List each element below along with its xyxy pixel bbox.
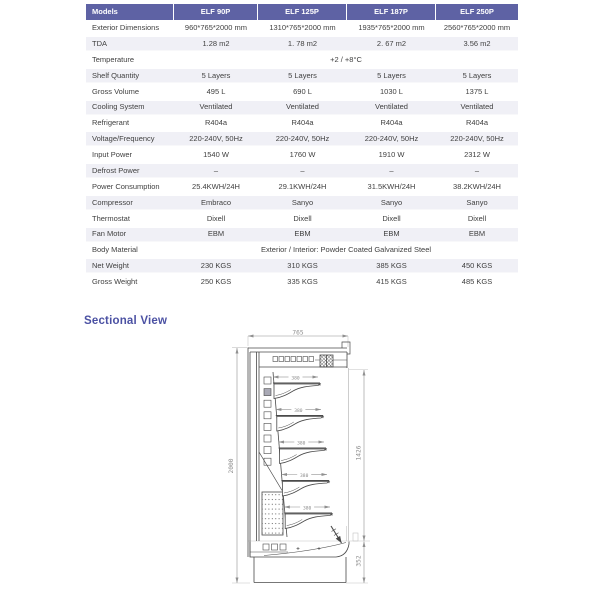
spec-value: Dixell <box>293 213 312 223</box>
spec-value: 1030 L <box>380 86 403 96</box>
spec-value: 690 L <box>293 86 312 96</box>
spec-value: Dixell <box>206 213 226 223</box>
spec-value: Dixell <box>382 213 401 223</box>
dimension-lines <box>237 336 364 583</box>
spanned-value: +2 / +8°C <box>330 54 362 64</box>
table-row <box>86 242 518 258</box>
spec-value: Sanyo <box>466 197 488 207</box>
spec-value: Dixell <box>467 213 487 223</box>
spec-value: R404a <box>465 118 489 128</box>
spec-value: EBM <box>383 229 400 239</box>
dim-base-label: 352 <box>355 555 363 567</box>
table-row <box>86 131 518 147</box>
spec-value: 2. 67 m2 <box>376 38 407 48</box>
spec-value: 385 KGS <box>376 261 407 271</box>
table-row <box>86 226 518 242</box>
table-row <box>86 274 518 290</box>
spec-value: 31.5KWH/24H <box>367 181 416 191</box>
row-label: Compressor <box>92 197 133 207</box>
row-label: Thermostat <box>92 213 130 223</box>
spec-value: 960*765*2000 mm <box>184 23 248 32</box>
spec-value: EBM <box>468 229 486 239</box>
spec-value: Embraco <box>200 197 231 207</box>
table-row <box>86 195 518 211</box>
spec-value: – <box>213 165 219 175</box>
row-label: Refrigerant <box>92 118 130 128</box>
spec-value: – <box>389 165 394 175</box>
row-label: Net Weight <box>92 261 129 271</box>
spec-value: 335 KGS <box>287 277 318 286</box>
table-row <box>86 179 518 195</box>
table-row <box>86 99 518 115</box>
spec-value: 25.4KWH/24H <box>192 181 240 191</box>
spec-value: 2560*765*2000 mm <box>443 23 511 32</box>
dim-opening-label: 1426 <box>355 445 363 461</box>
spec-value: – <box>474 165 480 175</box>
row-label: Gross Volume <box>92 86 140 96</box>
spec-value: 3.56 m2 <box>463 38 491 48</box>
table-row <box>86 52 518 68</box>
spec-value: Ventilated <box>460 102 494 112</box>
table-row <box>86 115 518 131</box>
spec-value: 29.1KWH/24H <box>278 181 327 191</box>
row-label: TDA <box>92 38 107 48</box>
spec-value: 415 KGS <box>376 277 407 286</box>
spec-value: 1910 W <box>378 150 405 159</box>
spec-value: 5 Layers <box>462 70 492 80</box>
sectional-view-diagram <box>220 330 440 592</box>
table-row <box>86 147 518 163</box>
spec-value: 310 KGS <box>287 261 318 271</box>
spec-value: 485 KGS <box>461 277 493 286</box>
table-row <box>86 163 518 179</box>
spec-table-header <box>86 4 518 20</box>
row-label: Fan Motor <box>92 229 127 239</box>
spec-value: 220-240V, 50Hz <box>364 134 419 144</box>
dim-width-label: 765 <box>292 330 304 337</box>
spec-value: R404a <box>291 118 314 128</box>
row-label: Temperature <box>92 54 135 64</box>
back-duct-vents <box>264 377 271 465</box>
spanned-value: Exterior / Interior: Powder Coated Galvanized Steel <box>260 245 432 255</box>
table-row <box>86 211 518 227</box>
column-header: ELF 125P <box>258 4 347 20</box>
spec-value: 38.2KWH/24H <box>453 181 501 191</box>
dim-height-label: 2000 <box>228 458 235 474</box>
spec-value: R404a <box>380 118 403 128</box>
spec-value: 220-240V, 50Hz <box>450 134 504 144</box>
shelf-depth-label: 380 <box>291 376 300 382</box>
airflow-arrow <box>331 526 342 543</box>
spec-value: 220-240V, 50Hz <box>275 134 330 144</box>
spec-value: Ventilated <box>199 102 233 112</box>
spec-table <box>86 4 518 290</box>
spec-value: 250 KGS <box>200 277 232 286</box>
row-label: Cooling System <box>92 102 145 112</box>
section-title: Sectional View <box>84 315 168 327</box>
spec-value: R404a <box>204 118 228 128</box>
shelf-depth-label: 380 <box>297 441 306 447</box>
evaporator-coil <box>262 492 283 535</box>
spec-value: 1760 W <box>289 150 316 159</box>
spec-value: 220-240V, 50Hz <box>189 134 243 144</box>
table-row <box>86 20 518 36</box>
table-row <box>86 84 518 100</box>
spec-value: 495 L <box>206 86 226 96</box>
fan-unit <box>320 355 333 367</box>
shelf-depth-label: 380 <box>300 473 309 479</box>
spec-value: EBM <box>294 229 311 239</box>
spec-value: 230 KGS <box>200 261 232 271</box>
column-header: ELF 90P <box>174 4 258 20</box>
spec-value: 5 Layers <box>288 70 317 80</box>
row-label: Shelf Quantity <box>92 70 140 80</box>
row-label: Gross Weight <box>92 277 138 286</box>
base-details <box>263 544 321 550</box>
shelf-depth-label: 380 <box>294 408 303 414</box>
column-header: ELF 187P <box>347 4 436 20</box>
spec-value: 1935*765*2000 mm <box>358 23 425 32</box>
row-label: Input Power <box>92 150 133 159</box>
models-header: Models <box>86 4 174 20</box>
shelf <box>281 473 329 496</box>
table-row <box>86 36 518 52</box>
spec-value: Ventilated <box>375 102 408 112</box>
spec-value: Sanyo <box>291 197 314 207</box>
spec-value: 5 Layers <box>201 70 231 80</box>
spec-value: 1310*765*2000 mm <box>269 23 336 32</box>
spec-value: 2312 W <box>464 150 490 159</box>
shelf-depth-label: 380 <box>302 506 312 512</box>
row-label: Body Material <box>92 245 138 255</box>
spec-value: 1540 W <box>203 150 229 159</box>
extension-lines <box>232 336 370 583</box>
row-label: Power Consumption <box>92 181 160 191</box>
spec-table-body <box>86 20 518 290</box>
table-row <box>86 68 518 84</box>
canopy-vents <box>273 357 314 362</box>
table-row <box>86 258 518 274</box>
spec-value: 5 Layers <box>377 70 406 80</box>
spec-value: 1.28 m2 <box>202 38 230 48</box>
column-header: ELF 250P <box>436 4 518 20</box>
shelf <box>273 375 320 398</box>
row-label: Voltage/Frequency <box>92 134 155 144</box>
spec-value: EBM <box>207 229 225 239</box>
spec-value: 1375 L <box>465 86 489 96</box>
spec-value: 1. 78 m2 <box>287 38 318 48</box>
row-label: Exterior Dimensions <box>92 23 160 32</box>
spec-value: – <box>300 165 305 175</box>
spec-value: Ventilated <box>286 102 319 112</box>
shelf <box>279 440 326 463</box>
shelf <box>284 505 332 528</box>
shelf <box>276 408 323 431</box>
spec-value: 450 KGS <box>461 261 493 271</box>
row-label: Defrost Power <box>92 165 140 175</box>
spec-value: Sanyo <box>380 197 403 207</box>
